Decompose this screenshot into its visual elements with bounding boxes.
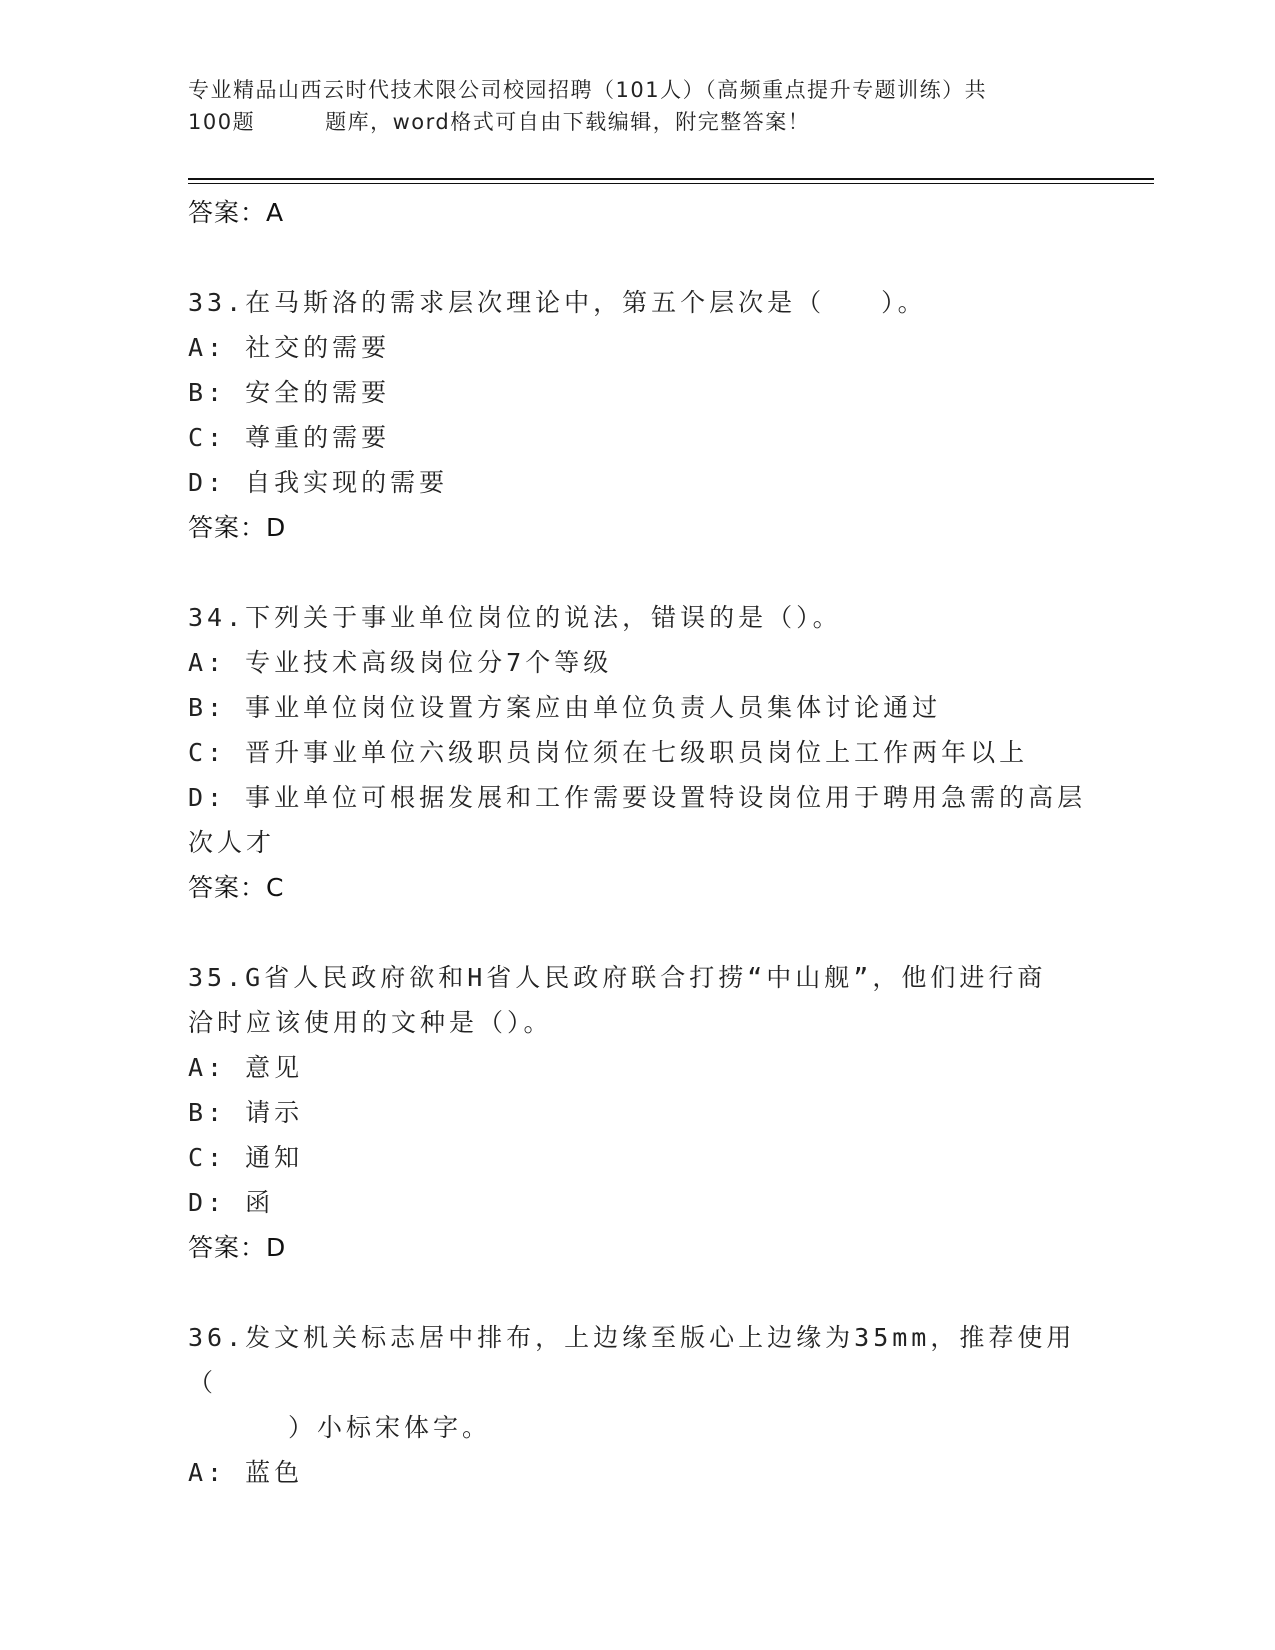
question-stem-line2: 洽时应该使用的文种是（）。 <box>188 1008 553 1037</box>
question-answer: 答案：D <box>188 513 287 542</box>
header-description: 题库，word格式可自由下载编辑，附完整答案！ <box>325 110 811 134</box>
option-a: A: 专业技术高级岗位分7个等级 <box>188 648 613 677</box>
option-b: B: 请示 <box>188 1098 304 1127</box>
option-d: D: 函 <box>188 1188 275 1217</box>
option-b: B: 安全的需要 <box>188 378 391 407</box>
option-b: B: 事业单位岗位设置方案应由单位负责人员集体讨论通过 <box>188 693 942 722</box>
previous-answer: 答案：A <box>188 198 285 227</box>
header-divider-thin <box>188 183 1154 184</box>
header-title-line1: 专业精品山西云时代技术限公司校园招聘（101人）（高频重点提升专题训练）共 <box>188 78 988 102</box>
option-d-continued: 次人才 <box>188 828 276 857</box>
question-list <box>188 190 1088 1495</box>
question-36 <box>188 1315 1088 1495</box>
header-title-line2 <box>188 106 1088 138</box>
question-stem: 34.下列关于事业单位岗位的说法，错误的是（）。 <box>188 603 842 632</box>
question-answer: 答案：C <box>188 873 285 902</box>
question-35 <box>188 955 1088 1271</box>
option-a: A: 蓝色 <box>188 1458 304 1487</box>
option-c: C: 通知 <box>188 1143 304 1172</box>
question-answer: 答案：D <box>188 1233 287 1262</box>
question-stem: 33.在马斯洛的需求层次理论中，第五个层次是（ ）。 <box>188 288 927 317</box>
question-stem-line1: 36.发文机关标志居中排布，上边缘至版心上边缘为35mm，推荐使用（ <box>188 1323 1076 1397</box>
question-stem-line2: ）小标宋体字。 <box>288 1413 492 1442</box>
option-c: C: 尊重的需要 <box>188 423 391 452</box>
question-33 <box>188 280 1088 551</box>
header-question-count: 100题 <box>188 110 256 134</box>
header-divider-thick <box>188 178 1154 180</box>
option-a: A: 意见 <box>188 1053 304 1082</box>
question-34 <box>188 595 1088 911</box>
page-header <box>188 74 1088 138</box>
option-d: D: 自我实现的需要 <box>188 468 449 497</box>
option-d: D: 事业单位可根据发展和工作需要设置特设岗位用于聘用急需的高层 <box>188 783 1087 812</box>
option-c: C: 晋升事业单位六级职员岗位须在七级职员岗位上工作两年以上 <box>188 738 1029 767</box>
option-a: A: 社交的需要 <box>188 333 391 362</box>
question-stem-line1: 35.G省人民政府欲和H省人民政府联合打捞“中山舰”，他们进行商 <box>188 963 1047 992</box>
